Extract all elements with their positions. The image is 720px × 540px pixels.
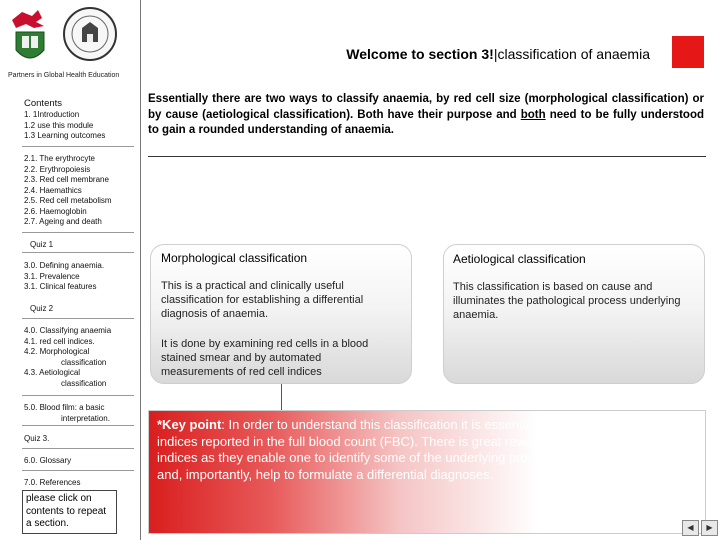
page-navigation (682, 520, 718, 536)
nav-item[interactable]: 4.0. Classifying anaemia (24, 326, 112, 335)
morphological-text-2: It is done by examining red cells in a blood stained smear and by automated measurements of red cell indices (161, 338, 369, 378)
contents-group-4 (24, 326, 111, 389)
nav-item[interactable]: 1.2 use this module (24, 120, 94, 130)
intro-part-2: need to be fully understood to gain a rounded understanding of anaemia. (148, 108, 704, 136)
aetiological-title: Aetiological classification (453, 252, 586, 266)
nav-item[interactable]: 3.1. Clinical features (24, 282, 97, 291)
quiz-3-link[interactable]: Quiz 3. (24, 434, 50, 443)
glossary-link[interactable]: 6.0. Glossary (24, 456, 72, 465)
nav-item[interactable]: 2.1. The erythrocyte (24, 154, 95, 163)
contents-heading[interactable]: Contents (24, 98, 63, 109)
title-bold: Welcome to section 3! (346, 46, 494, 62)
contents-group-2 (24, 154, 112, 228)
nav-item[interactable]: 1. 1Introduction (24, 110, 80, 119)
divider (22, 448, 134, 449)
nav-item[interactable]: classification (61, 357, 107, 367)
partners-caption: Partners in Global Health Education (8, 72, 120, 79)
divider (22, 232, 134, 233)
divider (22, 318, 134, 319)
intro-part-1: Essentially there are two ways to classify anaemia, by red cell size (morphological classification) or by cause (aetiological classification). Both have their purpose and (148, 93, 704, 121)
connector-line (281, 384, 282, 410)
nav-item[interactable]: 2.5. Red cell metabolism (24, 196, 112, 205)
previous-arrow-icon[interactable]: ◀ (682, 520, 699, 536)
nav-item[interactable]: 4.3. Aetiological (24, 368, 81, 377)
aetiological-text-1: This classification is based on cause and illuminates the pathological process underlying anaemia. (453, 281, 681, 321)
logo-graphics (8, 6, 130, 68)
partner-logos (8, 6, 128, 66)
key-point-box (148, 410, 706, 534)
key-point-text: : In order to understand this classification it is essential to understand red cell indices reported in the full blood count (FBC). There is great reward in understanding these indices as they enable one to identify some of the underlying processes leading to anaemia and, importantly, help to formulate a differential diagnoses. (157, 417, 682, 482)
intro-text (148, 92, 704, 139)
contents-group-1 (24, 98, 105, 142)
divider (22, 470, 134, 471)
page-title (150, 46, 650, 62)
repeat-note: please click on contents to repeat a section. (22, 490, 117, 534)
divider (22, 395, 134, 396)
contents-group-5 (24, 403, 110, 424)
nav-item[interactable]: 3.0. Defining anaemia. (24, 261, 105, 270)
nav-item[interactable]: 2.4. Haemathics (24, 185, 82, 195)
nav-item[interactable]: 2.7. Ageing and death (24, 217, 102, 226)
intro-emphasis: both (520, 108, 546, 121)
nav-item[interactable]: 2.2. Erythropoiesis (24, 164, 91, 174)
contents-group-3 (24, 261, 104, 293)
quiz-1-link[interactable]: Quiz 1 (30, 240, 54, 249)
nav-item[interactable]: 5.0. Blood film: a basic (24, 403, 105, 412)
nav-item[interactable]: 4.2. Morphological (24, 347, 90, 356)
section-marker (672, 36, 704, 68)
key-point-label: *Key point (157, 417, 222, 432)
nav-item[interactable]: interpretation. (61, 413, 110, 423)
nav-item[interactable]: classification (61, 378, 107, 388)
morphological-card (150, 244, 412, 384)
nav-item[interactable]: 2.6. Haemoglobin (24, 206, 87, 216)
nav-item[interactable]: 1.3 Learning outcomes (24, 131, 106, 140)
dragon-logo (12, 10, 44, 28)
morphological-title: Morphological classification (161, 251, 308, 265)
references-link[interactable]: 7.0. References (24, 478, 81, 487)
divider (22, 252, 134, 253)
quiz-2-link[interactable]: Quiz 2 (30, 304, 54, 313)
nav-item[interactable]: 3.1. Prevalence (24, 271, 80, 281)
divider (22, 425, 134, 426)
divider (22, 146, 134, 147)
divider-line (148, 156, 706, 157)
morphological-text-1: This is a practical and clinically useful classification for establishing a differential diagnosis of anaemia. (161, 280, 364, 320)
aetiological-card (443, 244, 705, 384)
nav-item[interactable]: 2.3. Red cell membrane (24, 175, 109, 184)
next-arrow-icon[interactable]: ▶ (701, 520, 718, 536)
title-subtitle: |classification of anaemia (493, 46, 650, 62)
nav-item[interactable]: 4.1. red cell indices. (24, 336, 95, 346)
